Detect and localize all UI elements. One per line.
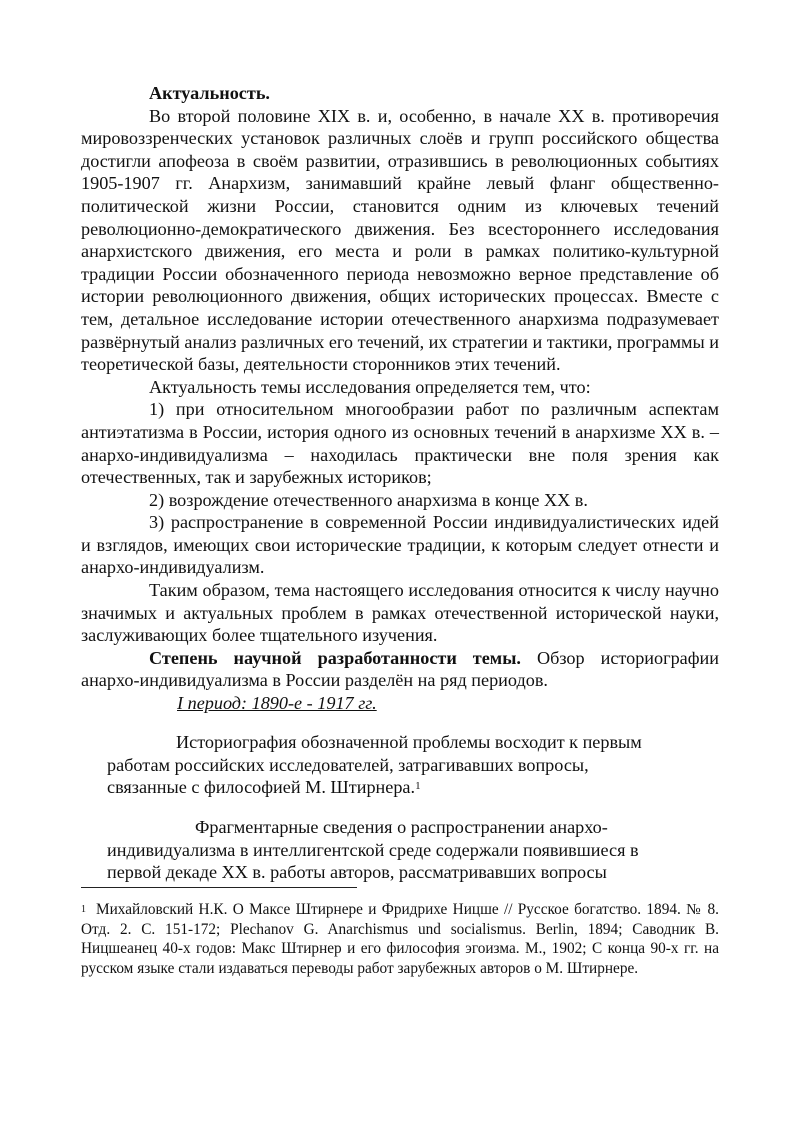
footnote	[81, 900, 719, 978]
historiography-heading: Степень научной разработанности темы.	[149, 647, 521, 668]
paragraph-intro: Во второй половине XIX в. и, особенно, в начале XX в. противоречия мировоззренческих установок различных слоёв и групп российского общества достигли апофеоза в своём развитии, отразившись в революционных событиях 1905-1907 гг. Анархизм, занимавший крайне левый фланг общественно-политической жизни России, становится одним из ключевых течений революционно-демократического движения. Без всестороннего исследования анархистского движения, его места и роли в рамках политико-культурной традиции России обозначенного периода невозможно верное представление об истории революционного движения, общих исторических процессах. Вместе с тем, детальное исследование истории отечественного анархизма подразумевает развёрнутый анализ различных его течений, их стратегии и тактики, программы и теоретической базы, деятельности сторонников этих течений.	[81, 105, 719, 375]
subsection-1-content: Историография обозначенной проблемы восходит к первым работам российских исследователей, затрагивавших вопросы, связанные с философией М. Штирнера.	[107, 732, 642, 798]
historiography-text: Обзор историографии анархо-индивидуализма в России разделён на ряд периодов.	[81, 647, 719, 691]
paragraph-conclusion: Таким образом, тема настоящего исследования относится к числу научно значимых и актуальных проблем в рамках отечественной исторической науки, заслуживающих более тщательного изучения.	[81, 580, 719, 646]
subsection-2	[107, 816, 667, 884]
footnote-text: Михайловский Н.К. О Максе Штирнере и Фридрихе Ницше // Русское богатство. 1894. № 8. Отд. 2. С. 151-172; Plechanov G. Anarchismus und socialismus. Berlin, 1894; Саводник В. Ницшеанец 40-х годов: Макс Штирнер и его философия эгоизма. М., 1902; С конца 90-х гг. на русском языке стали издаваться переводы работ зарубежных авторов о М. Штирнере.	[81, 901, 719, 977]
list-item-1: 1) при относительном многообразии работ по различным аспектам антиэтатизма в России, история одного из основных течений в анархизме XX в. – анархо-индивидуализма – находилась практически вне поля зрения как отечественных, так и зарубежных историков;	[81, 399, 719, 488]
subsection-2-text: Фрагментарные сведения о распространении анархо-индивидуализма в интеллигентской среде содержали появившиеся в первой декаде XX в. работы авторов, рассматривавших вопросы	[107, 817, 639, 883]
footnote-mark: 1	[81, 904, 86, 915]
subsection-1-text	[107, 731, 667, 799]
footnote-divider	[81, 887, 357, 888]
paragraph-historiography	[81, 647, 719, 692]
list-item-2: 2) возрождение отечественного анархизма в конце XX в.	[149, 489, 588, 510]
main-text	[81, 82, 719, 715]
period-heading: I период: 1890-е - 1917 гг.	[177, 693, 377, 714]
section-heading: Актуальность.	[149, 83, 270, 103]
paragraph-relevance: Актуальность темы исследования определяется тем, что:	[149, 376, 591, 397]
subsection-1	[107, 731, 667, 799]
list-item-3: 3) распространение в современной России индивидуалистических идей и взглядов, имеющих свои исторические традиции, к которым следует отнести и анархо-индивидуализм.	[81, 512, 719, 578]
footnote-reference[interactable]: 1	[415, 780, 421, 793]
